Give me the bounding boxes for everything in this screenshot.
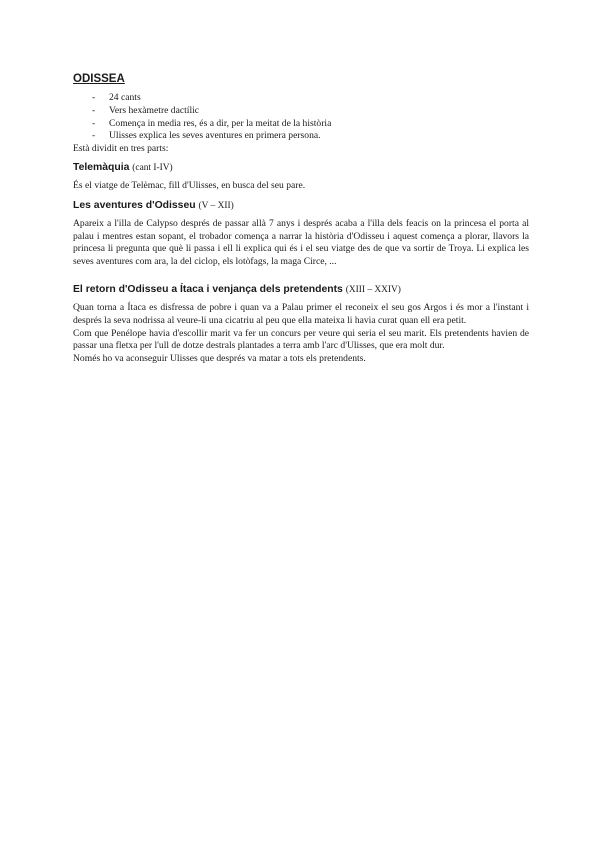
list-item bbox=[73, 92, 529, 105]
section-title: Les aventures d'Odisseu bbox=[73, 199, 196, 211]
bullet-dash: - bbox=[92, 130, 96, 142]
list-item-text: 24 cants bbox=[109, 92, 141, 103]
document-page bbox=[73, 72, 529, 366]
section-paragraph: Com que Penélope havia d'escollir marit va fer un concurs per veure qui seria el seu marit. Els pretendents havien de passar una fletxa per l'ull de dotze destrals plantades a terra amb l'arc d'Ulisses, que era molt dur. bbox=[73, 327, 529, 352]
document-title: ODISSEA bbox=[73, 73, 125, 85]
bullet-dash: - bbox=[92, 117, 96, 129]
list-item bbox=[73, 130, 529, 143]
list-item bbox=[73, 105, 529, 118]
section-heading-retorn bbox=[73, 283, 529, 297]
intro-text: Està dividit en tres parts: bbox=[73, 143, 169, 155]
section-title: Telemàquia bbox=[73, 161, 130, 173]
list-item-text: Ulisses explica les seves aventures en primera persona. bbox=[109, 130, 321, 142]
features-list bbox=[73, 92, 529, 143]
bullet-dash: - bbox=[92, 104, 96, 116]
section-range: (cant I-IV) bbox=[132, 162, 173, 173]
section-heading-aventures bbox=[73, 199, 529, 213]
section-range: (XIII – XXIV) bbox=[345, 284, 401, 295]
section-range: (V – XII) bbox=[198, 200, 234, 211]
section-paragraph: Només ho va aconseguir Ulisses que després va matar a tots els pretendents. bbox=[73, 353, 366, 365]
list-item-text: Vers hexàmetre dactílic bbox=[109, 104, 200, 116]
section-title: El retorn d'Odisseu a Ítaca i venjança dels pretendents bbox=[73, 283, 343, 295]
section-heading-telemaquia bbox=[73, 161, 529, 175]
bullet-dash: - bbox=[92, 92, 96, 103]
section-paragraph: Quan torna a Ítaca es disfressa de pobre i quan va a Palau primer el reconeix el seu gos Argos i és mor a l'instant i després la seva nodrissa al veure-li una cicatriu al peu que ella mateixa li havia curat quan ell era petit. bbox=[73, 301, 529, 326]
section-paragraph: És el viatge de Telèmac, fill d'Ulisses, en busca del seu pare. bbox=[73, 179, 306, 191]
section-paragraph: Apareix a l'illa de Calypso després de passar allà 7 anys i després acaba a l'illa dels feacis on la princesa el porta al palau i mentres estan sopant, el trobador comença a narrar la història d'Odisseu i aquest comença a plorar, llavors la princesa li pregunta que què li passa i ell li explica qui és i el seu viatge des de que va sortir de Troya. Li explica les seves aventures com ara, la del ciclop, els lotòfags, la maga Circe, ... bbox=[73, 217, 529, 268]
list-item-text: Comença in media res, és a dir, per la meitat de la història bbox=[109, 117, 332, 129]
list-item bbox=[73, 118, 529, 131]
